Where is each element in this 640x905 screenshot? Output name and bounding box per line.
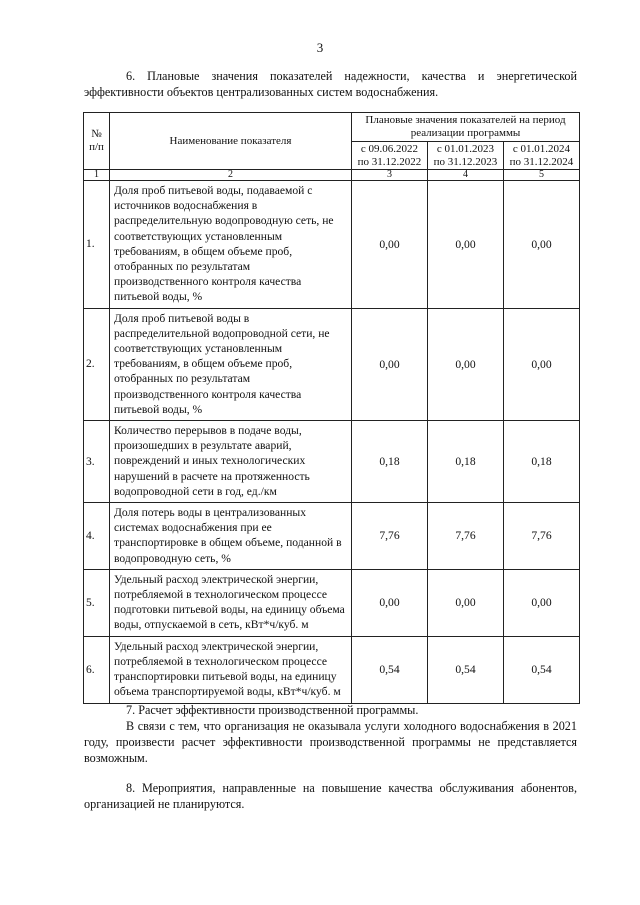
value-2023: 0,00 [428, 181, 504, 309]
header-indicator-name-text: Наименование показателя [169, 134, 292, 147]
table-row [84, 636, 580, 703]
table-row [84, 503, 580, 570]
column-number: 1 [84, 170, 110, 181]
value-2022: 0,00 [352, 308, 428, 420]
row-number: 3. [84, 421, 110, 503]
value-2023: 0,54 [428, 636, 504, 703]
header-period-2023-text: с 01.01.2023 по 31.12.2023 [433, 142, 498, 168]
value-2023: 0,00 [428, 308, 504, 420]
column-number: 5 [504, 170, 580, 181]
row-number: 1. [84, 181, 110, 309]
page-number: 3 [316, 40, 324, 55]
row-number: 5. [84, 569, 110, 636]
header-period-2022 [352, 142, 428, 170]
section-7-title: 7. Расчет эффективности производственной программы. [126, 703, 419, 717]
column-number-row [84, 170, 580, 181]
value-2022: 0,18 [352, 421, 428, 503]
value-2023: 0,00 [428, 569, 504, 636]
table-row [84, 569, 580, 636]
value-2022: 7,76 [352, 503, 428, 570]
value-2022: 0,00 [352, 181, 428, 309]
value-2023: 7,76 [428, 503, 504, 570]
value-2022: 0,54 [352, 636, 428, 703]
header-period-2022-text: с 09.06.2022 по 31.12.2022 [357, 142, 422, 168]
header-period-2024 [504, 142, 580, 170]
row-number: 2. [84, 308, 110, 420]
table-row [84, 308, 580, 420]
value-2024: 0,18 [504, 421, 580, 503]
value-2024: 0,54 [504, 636, 580, 703]
row-number: 4. [84, 503, 110, 570]
header-planned-values [352, 113, 580, 142]
indicator-name: Доля проб питьевой воды, подаваемой с источников водоснабжения в распределительную водопроводную сеть, не соответствующих установленным требованиям, в общем объеме проб, отобранных по результатам производственного контроля качества питьевой воды, % [110, 181, 352, 309]
indicator-name: Удельный расход электрической энергии, потребляемой в технологическом процессе подготовки питьевой воды, на единицу объема воды, отпускаемой в сеть, кВт*ч/куб. м [110, 569, 352, 636]
section-8-text: 8. Мероприятия, направленные на повышение качества обслуживания абонентов, организацией не планируются. [84, 781, 577, 811]
header-number [84, 113, 110, 170]
value-2024: 7,76 [504, 503, 580, 570]
table-row [84, 181, 580, 309]
header-planned-values-text: Плановые значения показателей на период реализации программы [365, 114, 566, 139]
indicator-name: Количество перерывов в подаче воды, произошедших в результате аварий, повреждений и иных технологических нарушений в расчете на протяженность водопроводной сети в год, ед./км [110, 421, 352, 503]
section-7-text: В связи с тем, что организация не оказывала услуги холодного водоснабжения в 2021 году, произвести расчет эффективности производственной программы не представляется возможным. [84, 719, 577, 765]
value-2024: 0,00 [504, 308, 580, 420]
header-period-2023 [428, 142, 504, 170]
column-number: 3 [352, 170, 428, 181]
section-6-heading: 6. Плановые значения показателей надежности, качества и энергетической эффективности объектов централизованных систем водоснабжения. [84, 69, 577, 99]
header-number-text: № п/п [89, 128, 104, 153]
column-number: 4 [428, 170, 504, 181]
indicator-name: Доля проб питьевой воды в распределительной водопроводной сети, не соответствующих установленным требованиям, в общем объеме проб, отобранных по результатам производственного контроля качества питьевой воды, % [110, 308, 352, 420]
table-row [84, 421, 580, 503]
column-number: 2 [110, 170, 352, 181]
indicators-table [83, 112, 580, 704]
value-2023: 0,18 [428, 421, 504, 503]
indicator-name: Доля потерь воды в централизованных системах водоснабжения при ее транспортировке в общем объеме, поданной в водопроводную сеть, % [110, 503, 352, 570]
header-period-2024-text: с 01.01.2024 по 31.12.2024 [509, 142, 574, 168]
value-2022: 0,00 [352, 569, 428, 636]
header-indicator-name [110, 113, 352, 170]
value-2024: 0,00 [504, 181, 580, 309]
row-number: 6. [84, 636, 110, 703]
value-2024: 0,00 [504, 569, 580, 636]
indicator-name: Удельный расход электрической энергии, потребляемой в технологическом процессе транспортировки питьевой воды, на единицу объема транспортируемой воды, кВт*ч/куб. м [110, 636, 352, 703]
